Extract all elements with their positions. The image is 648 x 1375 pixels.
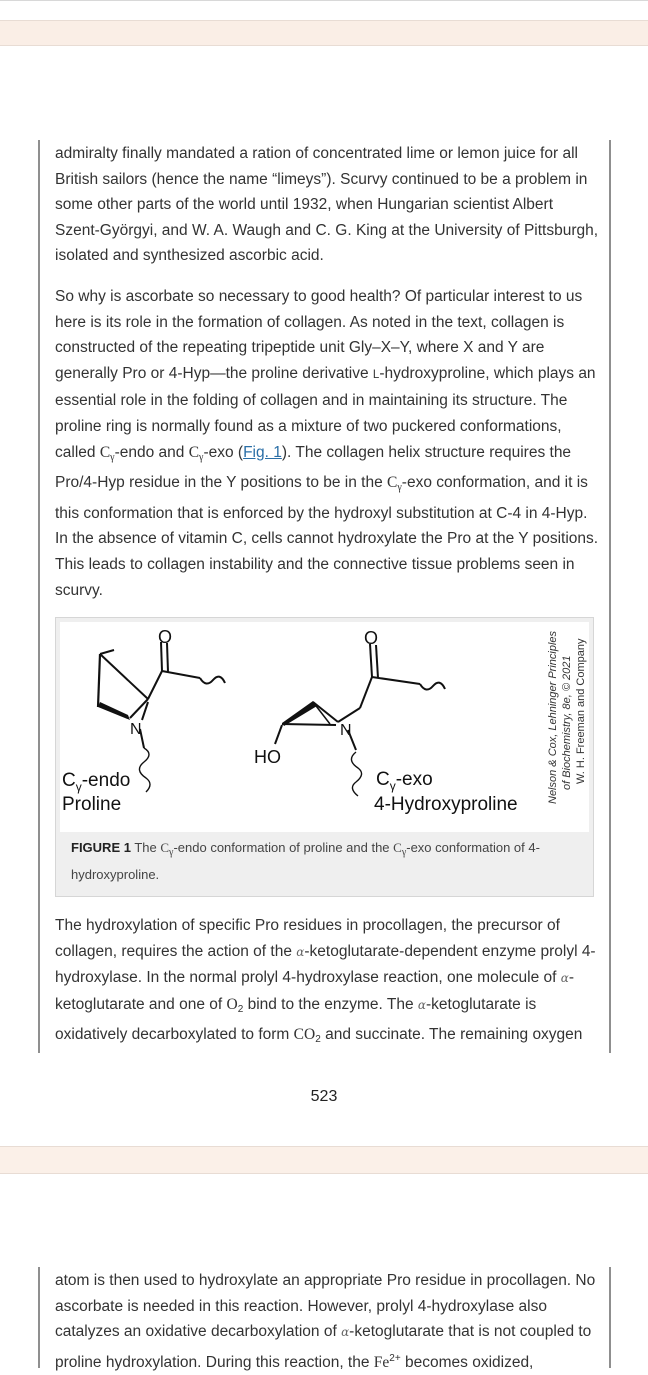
page-break-band (0, 1146, 648, 1174)
figure-credit: of Biochemistry, 8e, © 2021 (561, 655, 573, 790)
figure-1 (55, 617, 594, 897)
left-margin-rule (38, 1267, 40, 1368)
exo-label: -exo (395, 769, 433, 790)
figure-credit: W. H. Freeman and Company (575, 638, 587, 784)
text: and succinate. The remaining oxygen (320, 1026, 583, 1044)
small-caps-l: L (372, 368, 380, 381)
subscript-2: 2 (237, 1003, 244, 1015)
gamma-subscript: γ (401, 847, 407, 858)
subscript-2: 2 (315, 1034, 321, 1046)
page-number: 523 (310, 1088, 338, 1105)
left-margin-rule (38, 140, 40, 1053)
paragraph-page2 (55, 1268, 600, 1375)
iron-charge: 2+ (389, 1352, 401, 1364)
proline-conformations-diagram (60, 622, 589, 832)
text: -exo ( (203, 443, 244, 461)
nitrogen-label: N (340, 722, 352, 739)
text: -hydroxyproline, which plays an essential role in the folding of collagen and in maintaining its structure. The proline ring is normally found as a mixture of two puckered conformations, called (55, 364, 596, 461)
carbonyl-oxygen-label: O (158, 627, 173, 647)
gamma-subscript: γ (169, 847, 174, 858)
text: ). The collagen helix structure requires the Pro/4-Hyp residue in the Y positions to be in the (55, 443, 572, 492)
c-symbol: C (99, 443, 111, 461)
c-symbol: C (376, 769, 390, 790)
text: -exo conformation, and it is this conformation that is enforced by the hydroxyl substitution at C-4 in 4-Hyp. In the absence of vitamin C, cells cannot hydroxylate the Pro at the Y positions. This leads to collagen instability and the connective tissue problems seen in scurvy. (55, 474, 599, 599)
right-margin-rule (609, 1267, 611, 1368)
text: -endo and (114, 443, 189, 461)
caption-text: -endo conformation of proline and the (173, 840, 394, 855)
text: atom is then used to hydroxylate an appropriate Pro residue in procollagen. No ascorbate is needed in this reaction. However, prolyl 4-hydroxylase also catalyzes an oxidative decarboxylation of (55, 1272, 596, 1341)
co2-formula: CO (293, 1026, 316, 1044)
gamma-subscript: γ (75, 780, 82, 794)
text: bind to the enzyme. The (243, 995, 418, 1013)
paragraph-prolyl-hydroxylase (55, 913, 600, 1053)
hydroxyl-label: HO (254, 747, 281, 767)
caption-text: -exo conformation of 4-hydroxyproline. (71, 840, 540, 882)
text: The hydroxylation of specific Pro residues in procollagen, the precursor of collagen, requires the action of the (55, 917, 560, 960)
carbonyl-oxygen-label: O (364, 628, 379, 648)
svg-text:Cγ-endo (62, 770, 130, 794)
figure-1-image (60, 622, 589, 832)
figure-caption (71, 837, 581, 886)
hydroxyproline-label: 4-Hydroxyproline (374, 794, 518, 815)
gamma-subscript: γ (110, 451, 115, 463)
c-symbol: C (188, 443, 200, 461)
text: -ketoglutarate that is not coupled to proline hydroxylation. During this reaction, the (55, 1323, 592, 1371)
proline-label: Proline (62, 794, 122, 815)
text: -ketoglutarate-dependent enzyme prolyl 4-hydroxylase. In the normal prolyl 4-hydroxylase reaction, one molecule of (55, 942, 596, 987)
nitrogen-label: N (130, 721, 142, 738)
endo-label: -endo (81, 770, 131, 791)
figure-credit: Nelson & Cox, Lehninger Principles (547, 630, 559, 804)
paragraph-scurvy-history (55, 141, 600, 269)
alpha-symbol: α (417, 997, 426, 1012)
figure-label: FIGURE 1 (71, 840, 131, 855)
caption-text: The (130, 840, 161, 855)
c-symbol: C (387, 474, 398, 492)
top-divider (0, 0, 648, 1)
gamma-subscript: γ (389, 779, 396, 793)
svg-text:Cγ-exo (376, 769, 433, 793)
iron-formula: Fe (373, 1353, 390, 1371)
c-symbol: C (160, 840, 170, 855)
paragraph-ascorbate-collagen (55, 284, 600, 603)
gamma-subscript: γ (397, 482, 402, 494)
figure-1-link[interactable]: Fig. 1 (243, 443, 282, 461)
text: -ketoglutarate and one of (55, 969, 575, 1013)
page-break-band (0, 20, 648, 46)
text: So why is ascorbate so necessary to good health? Of particular interest to us here is its role in the formation of collagen. As noted in the text, collagen is constructed of the repeating tripeptide unit Gly–X–Y, where X and Y are generally Pro or 4-Hyp—the proline derivative (55, 288, 583, 382)
alpha-symbol: α (341, 1325, 350, 1340)
alpha-symbol: α (296, 944, 305, 959)
right-margin-rule (609, 140, 611, 1053)
text: -ketoglutarate is oxidatively decarboxylated to form (55, 995, 537, 1044)
alpha-symbol: α (560, 971, 569, 986)
text: becomes oxidized, (400, 1353, 534, 1371)
c-symbol: C (62, 770, 76, 791)
paragraph-text: admiralty finally mandated a ration of concentrated lime or lemon juice for all British sailors (hence the name “limeys”). Scurvy continued to be a problem in some other parts of the world until 1932, when Hungarian scientist Albert Szent-Györgyi, and W. A. Waugh and C. G. King at the University of Pittsburgh, isolated and synthesized ascorbic acid. (55, 145, 599, 265)
gamma-subscript: γ (199, 451, 204, 463)
oxygen-formula: O (226, 995, 238, 1013)
c-symbol: C (393, 840, 402, 855)
